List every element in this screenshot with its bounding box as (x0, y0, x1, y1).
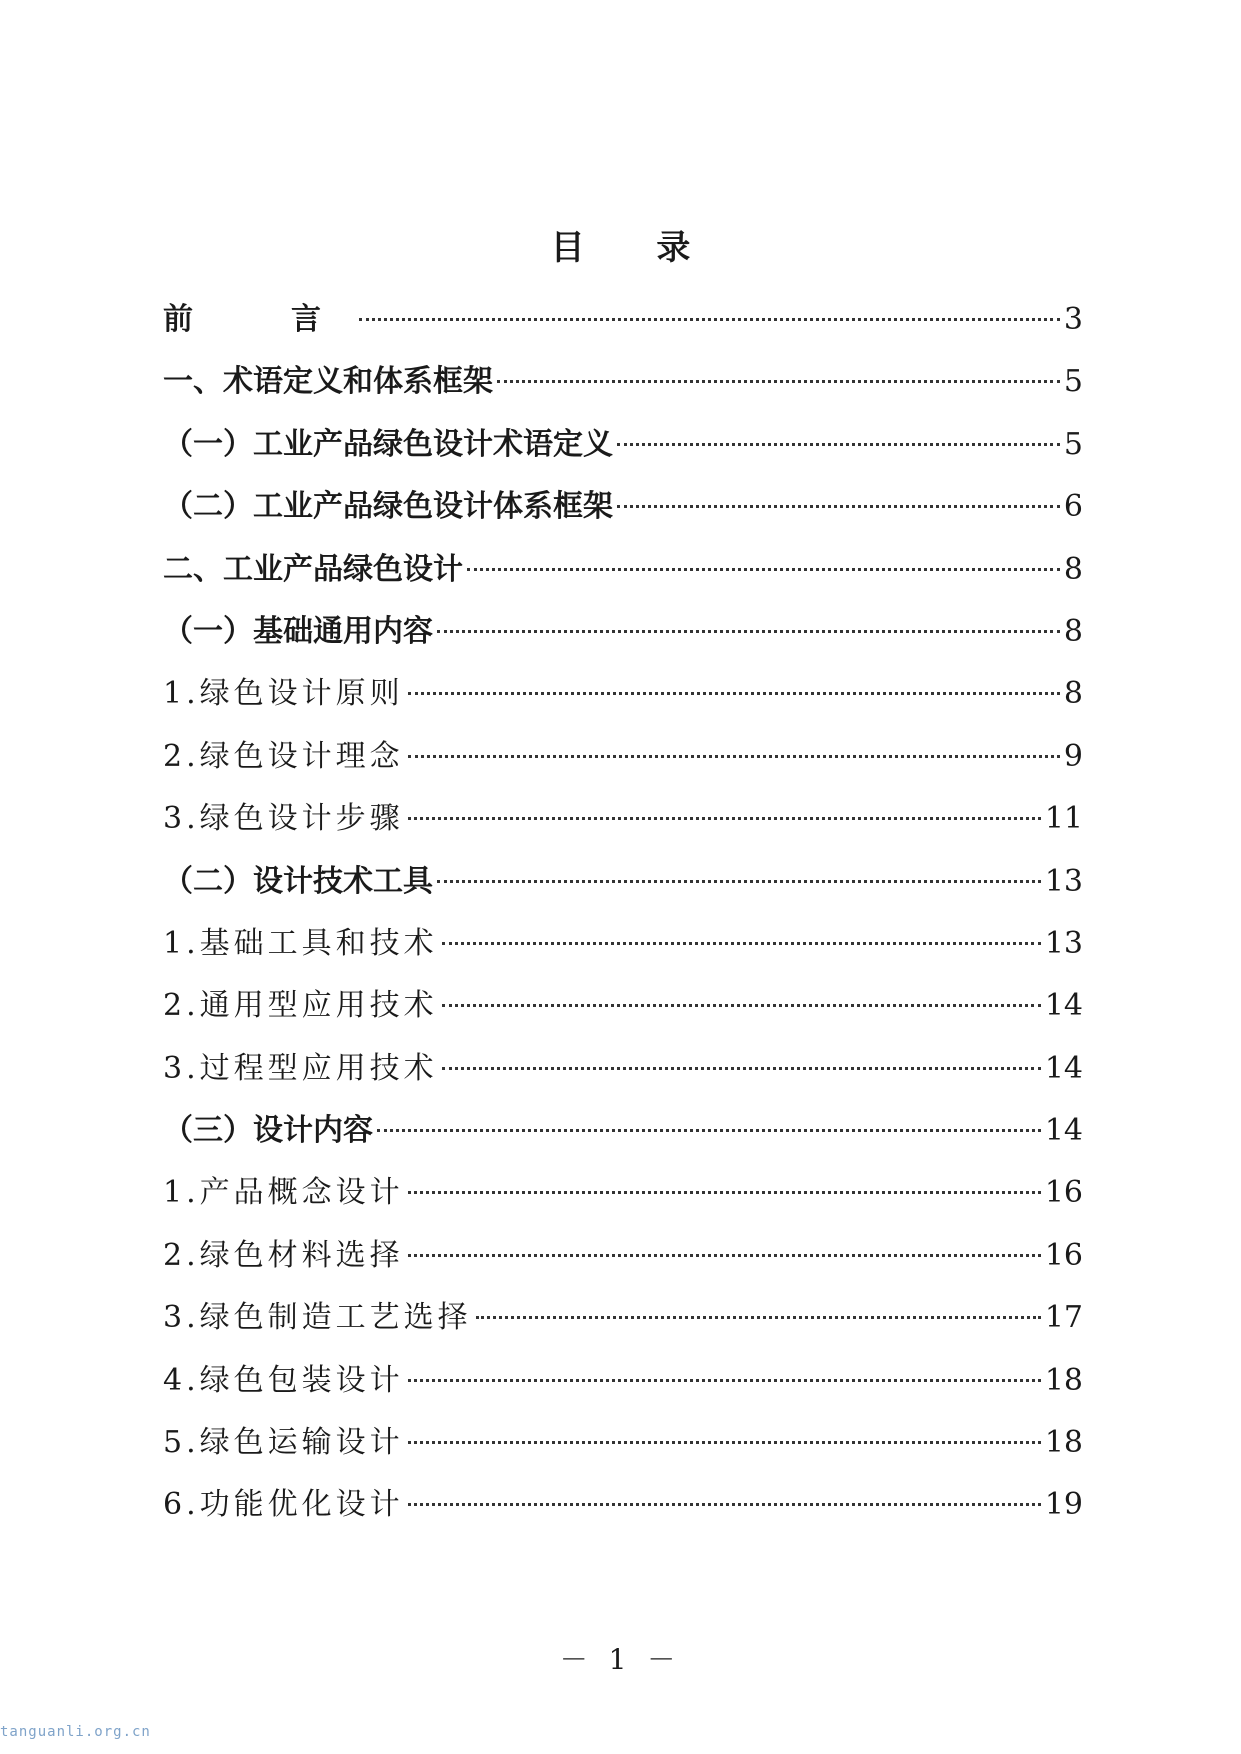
toc-entry-page: 5 (1063, 426, 1083, 462)
toc-entry-page: 3 (1063, 302, 1083, 337)
toc-entry-page: 19 (1044, 1487, 1083, 1523)
toc-entry-label: （一）基础通用内容 (163, 613, 433, 649)
toc-entry-page: 14 (1044, 1113, 1083, 1149)
toc-entry-page: 6 (1063, 489, 1083, 525)
toc-entry-page: 16 (1044, 1175, 1083, 1211)
toc-entry[interactable] (163, 1049, 1083, 1111)
toc-entry[interactable] (163, 300, 1083, 362)
toc-entry[interactable] (163, 612, 1083, 674)
toc-entry[interactable] (163, 737, 1083, 799)
toc-entry[interactable] (163, 425, 1083, 487)
toc-entry-page: 14 (1044, 988, 1083, 1024)
toc-entry-label: （二）设计技术工具 (163, 863, 433, 899)
toc-entry-page: 14 (1044, 1050, 1083, 1086)
page-number: － 1 － (559, 1643, 682, 1676)
toc-entry-label: （一）工业产品绿色设计术语定义 (163, 426, 613, 462)
toc-leader-dots (437, 880, 1041, 883)
toc-entry[interactable] (163, 862, 1083, 924)
page-title: 目 录 (550, 228, 721, 268)
toc-leader-dots (442, 1004, 1041, 1007)
toc-entry-label: （二）工业产品绿色设计体系框架 (163, 489, 613, 525)
toc-leader-dots (408, 755, 1060, 758)
table-of-contents (163, 300, 1083, 1548)
toc-entry[interactable] (163, 362, 1083, 424)
toc-entry-page: 13 (1044, 925, 1083, 961)
toc-entry-page: 16 (1044, 1237, 1083, 1273)
toc-leader-dots (408, 817, 1041, 820)
toc-entry[interactable] (163, 1236, 1083, 1298)
toc-entry-page: 13 (1044, 863, 1083, 899)
toc-entry-label: 前 言 (163, 302, 355, 337)
toc-leader-dots (408, 1191, 1041, 1194)
toc-entry-label: 1.产品概念设计 (163, 1175, 404, 1211)
toc-leader-dots (408, 692, 1060, 695)
toc-entry-page: 9 (1063, 738, 1083, 774)
toc-entry[interactable] (163, 1298, 1083, 1360)
toc-entry-label: 1.基础工具和技术 (163, 925, 438, 961)
toc-entry-label: （三）设计内容 (163, 1113, 373, 1149)
toc-entry-label: 2.绿色设计理念 (163, 738, 404, 774)
toc-entry-label: 4.绿色包装设计 (163, 1362, 404, 1398)
toc-entry-label: 2.通用型应用技术 (163, 988, 438, 1024)
toc-entry-label: 1.绿色设计原则 (163, 676, 404, 712)
toc-leader-dots (437, 630, 1060, 633)
toc-entry[interactable] (163, 1173, 1083, 1235)
toc-entry[interactable] (163, 799, 1083, 861)
toc-leader-dots (359, 318, 1060, 321)
toc-entry[interactable] (163, 1361, 1083, 1423)
toc-leader-dots (476, 1316, 1041, 1319)
toc-entry-label: 5.绿色运输设计 (163, 1425, 404, 1461)
toc-leader-dots (617, 443, 1060, 446)
toc-entry-page: 8 (1063, 613, 1083, 649)
toc-entry[interactable] (163, 1485, 1083, 1547)
toc-leader-dots (497, 380, 1060, 383)
toc-entry-label: 3.绿色设计步骤 (163, 801, 404, 837)
toc-entry-page: 18 (1044, 1425, 1083, 1461)
toc-leader-dots (617, 505, 1060, 508)
toc-entry-label: 3.绿色制造工艺选择 (163, 1300, 472, 1336)
toc-leader-dots (442, 1067, 1041, 1070)
toc-leader-dots (467, 568, 1060, 571)
toc-entry[interactable] (163, 550, 1083, 612)
toc-entry-label: 3.过程型应用技术 (163, 1050, 438, 1086)
toc-entry[interactable] (163, 674, 1083, 736)
toc-entry-label: 6.功能优化设计 (163, 1487, 404, 1523)
toc-leader-dots (408, 1503, 1041, 1506)
toc-entry-page: 11 (1044, 801, 1083, 837)
toc-leader-dots (408, 1441, 1041, 1444)
toc-entry-page: 18 (1044, 1362, 1083, 1398)
toc-entry-label: 二、工业产品绿色设计 (163, 551, 463, 587)
toc-entry-page: 17 (1044, 1300, 1083, 1336)
toc-entry-label: 2.绿色材料选择 (163, 1237, 404, 1273)
watermark-url: tanguanli.org.cn (0, 1724, 151, 1740)
toc-entry[interactable] (163, 986, 1083, 1048)
toc-entry-page: 5 (1063, 364, 1083, 400)
toc-entry-label: 一、术语定义和体系框架 (163, 364, 493, 400)
toc-entry[interactable] (163, 924, 1083, 986)
toc-entry[interactable] (163, 487, 1083, 549)
toc-entry-page: 8 (1063, 676, 1083, 712)
toc-leader-dots (442, 942, 1041, 945)
toc-leader-dots (377, 1129, 1041, 1132)
toc-entry[interactable] (163, 1423, 1083, 1485)
toc-leader-dots (408, 1379, 1041, 1382)
toc-entry-page: 8 (1063, 551, 1083, 587)
toc-leader-dots (408, 1254, 1041, 1257)
toc-entry[interactable] (163, 1111, 1083, 1173)
